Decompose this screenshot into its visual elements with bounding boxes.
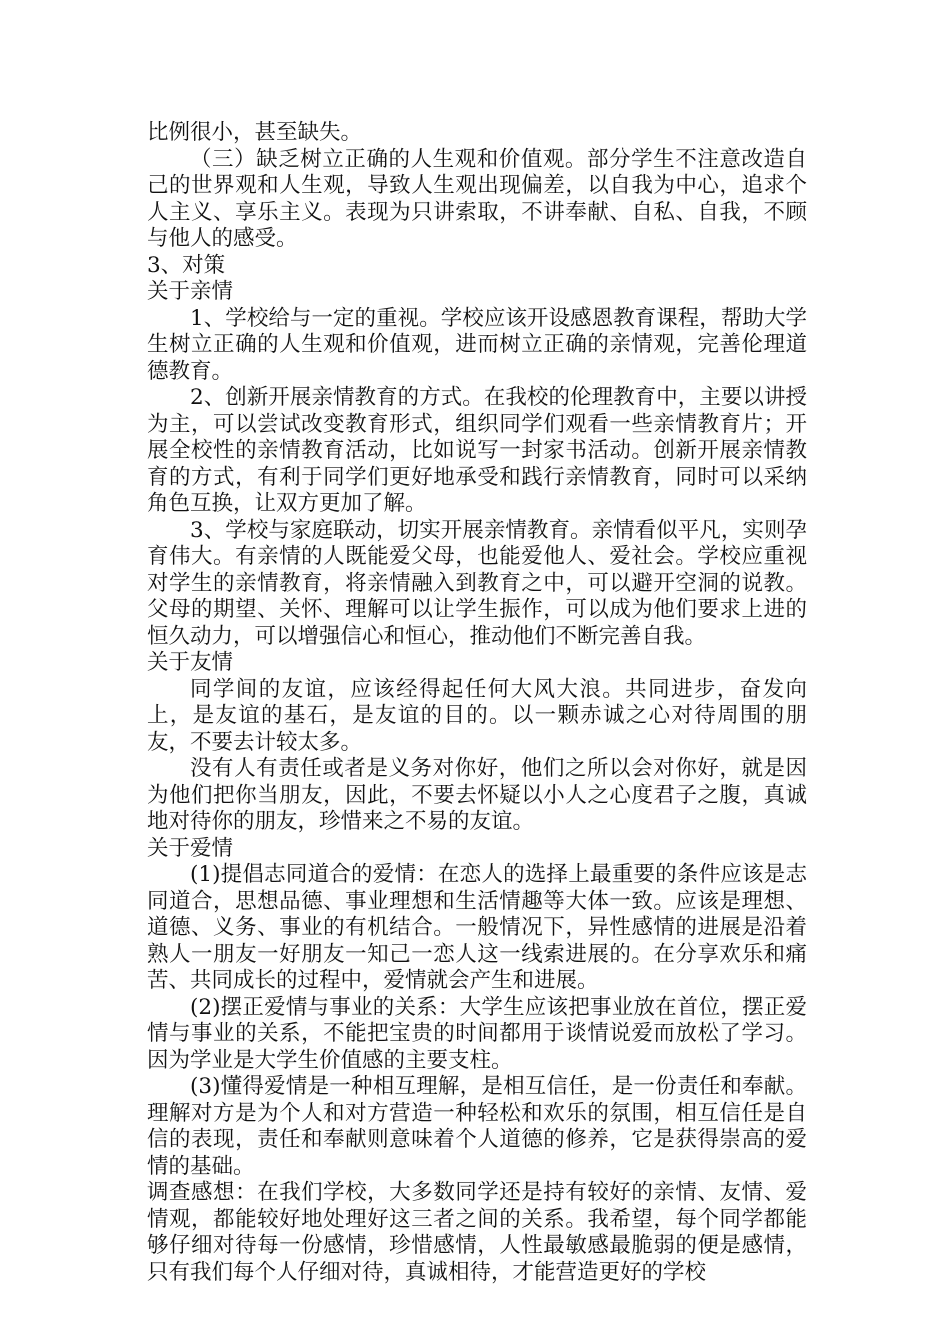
document-body <box>147 120 807 1286</box>
paragraph: (1)提倡志同道合的爱情：在恋人的选择上最重要的条件应该是志同道合，思想品德、事业理想和生活情趣等大体一致。应该是理想、道德、义务、事业的有机结合。一般情况下，异性感情的进展是沿着熟人一朋友一好朋友一知己一恋人这一线索进展的。在分享欢乐和痛苦、共同成长的过程中，爱情就会产生和进展。 <box>147 862 807 993</box>
paragraph: 同学间的友谊，应该经得起任何大风大浪。共同进步，奋发向上，是友谊的基石，是友谊的目的。以一颗赤诚之心对待周围的朋友，不要去计较太多。 <box>147 676 807 755</box>
paragraph: 调查感想：在我们学校，大多数同学还是持有较好的亲情、友情、爱情观，都能较好地处理好这三者之间的关系。我希望，每个同学都能够仔细对待每一份感情，珍惜感情，人性最敏感最脆弱的便是感情，只有我们每个人仔细对待，真诚相待，才能营造更好的学校 <box>147 1180 807 1285</box>
paragraph: 2、创新开展亲情教育的方式。在我校的伦理教育中，主要以讲授为主，可以尝试改变教育形式，组织同学们观看一些亲情教育片；开展全校性的亲情教育活动，比如说写一封家书活动。创新开展亲情教育的方式，有利于同学们更好地承受和践行亲情教育，同时可以采纳角色互换，让双方更加了解。 <box>147 385 807 516</box>
subsection-heading: 关于友情 <box>147 650 234 675</box>
paragraph: （三）缺乏树立正确的人生观和价值观。部分学生不注意改造自己的世界观和人生观，导致人生观出现偏差，以自我为中心，追求个人主义、享乐主义。表现为只讲索取，不讲奉献、自私、自我，不顾与他人的感受。 <box>147 146 807 251</box>
paragraph: 1、学校给与一定的重视。学校应该开设感恩教育课程，帮助大学生树立正确的人生观和价值观，进而树立正确的亲情观，完善伦理道德教育。 <box>147 305 807 384</box>
section-heading: 3、对策 <box>147 252 226 278</box>
subsection-heading: 关于亲情 <box>147 279 234 304</box>
subsection-heading: 关于爱情 <box>147 835 234 861</box>
paragraph: 比例很小，甚至缺失。 <box>147 120 363 145</box>
paragraph: (3)懂得爱情是一种相互理解，是相互信任，是一份责任和奉献。理解对方是为个人和对方营造一种轻松和欢乐的氛围，相互信任是自信的表现，责任和奉献则意味着个人道德的修养，它是获得崇高的爱情的基础。 <box>147 1074 807 1179</box>
paragraph: 3、学校与家庭联动，切实开展亲情教育。亲情看似平凡，实则孕育伟大。有亲情的人既能爱父母，也能爱他人、爱社会。学校应重视对学生的亲情教育，将亲情融入到教育之中，可以避开空洞的说教。父母的期望、关怀、理解可以让学生振作，可以成为他们要求上进的恒久动力，可以增强信心和恒心，推动他们不断完善自我。 <box>147 517 807 649</box>
paragraph: 没有人有责任或者是义务对你好，他们之所以会对你好，就是因为他们把你当朋友，因此，不要去怀疑以小人之心度君子之腹，真诚地对待你的朋友，珍惜来之不易的友谊。 <box>147 756 807 834</box>
paragraph: (2)摆正爱情与事业的关系：大学生应该把事业放在首位，摆正爱情与事业的关系，不能把宝贵的时间都用于谈情说爱而放松了学习。因为学业是大学生价值感的主要支柱。 <box>147 994 807 1073</box>
